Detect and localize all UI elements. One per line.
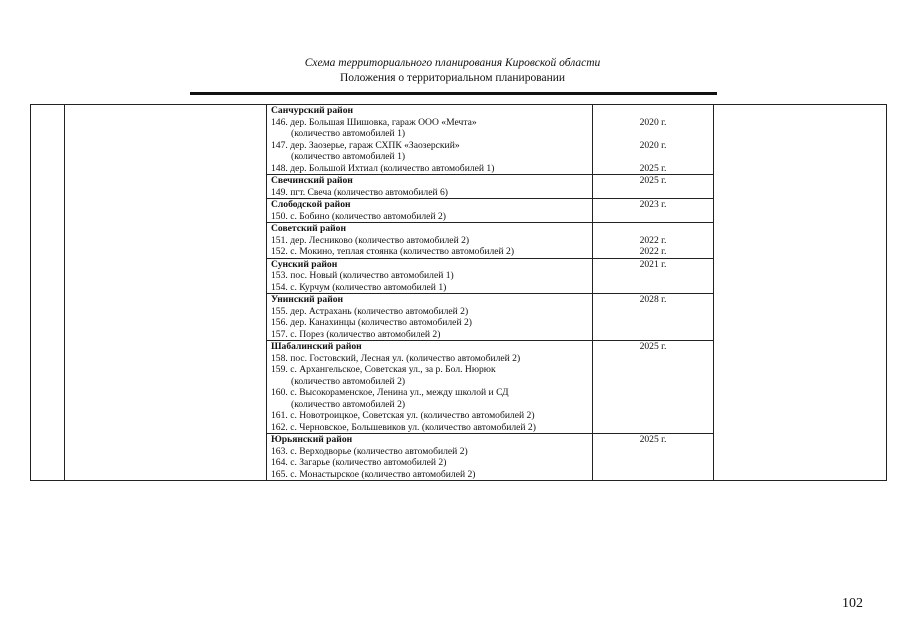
district-name: Шабалинский район — [271, 341, 362, 352]
year-cell — [593, 294, 714, 341]
header-rule — [190, 92, 717, 95]
year-value: 2023 г. — [639, 199, 667, 210]
year-value: 2025 г. — [639, 162, 667, 174]
list-item-continuation: (количество автомобилей 1) — [291, 128, 406, 139]
list-item-continuation: (количество автомобилей 1) — [291, 151, 406, 162]
list-item-continuation: (количество автомобилей 2) — [291, 398, 406, 410]
list-item: 155. дер. Астрахань (количество автомобилей 2) — [271, 305, 469, 317]
page-number: 102 — [842, 596, 863, 611]
year-cell — [593, 434, 714, 481]
district-cell — [267, 105, 593, 175]
list-item: 148. дер. Большой Ихтиал (количество автомобилей 1) — [271, 162, 495, 174]
year-value: 2022 г. — [639, 234, 667, 246]
list-item: 152. с. Мокино, теплая стоянка (количество автомобилей 2) — [271, 246, 515, 257]
district-cell — [267, 341, 593, 434]
year-value: 2020 г. — [639, 116, 667, 128]
year-value: 2025 г. — [639, 341, 667, 352]
list-item: 163. с. Верходворье (количество автомобилей 2) — [271, 445, 468, 457]
year-value: 2028 г. — [639, 294, 667, 305]
year-cell — [593, 175, 714, 199]
list-item: 164. с. Загарье (количество автомобилей 2) — [271, 457, 447, 468]
list-item: 162. с. Черновское, Большевиков ул. (количество автомобилей 2) — [271, 421, 536, 433]
year-cell — [593, 105, 714, 175]
year-value: 2022 г. — [639, 246, 667, 257]
district-name: Сунский район — [271, 258, 338, 270]
year-cell — [593, 199, 714, 223]
planning-table — [30, 104, 887, 481]
list-item: 154. с. Курчум (количество автомобилей 1) — [271, 281, 447, 293]
list-item: 161. с. Новотроицкое, Советская ул. (количество автомобилей 2) — [271, 410, 535, 421]
number-column-cell — [31, 105, 65, 481]
list-item: 159. с. Архангельское, Советская ул., за р. Бол. Нюрюк — [271, 364, 496, 375]
district-name: Советский район — [271, 223, 346, 234]
document-title: Схема территориального планирования Кировской области — [304, 57, 601, 69]
year-value: 2021 г. — [639, 258, 667, 270]
year-cell — [593, 258, 714, 294]
district-name: Юрьянский район — [271, 434, 353, 445]
year-cell — [593, 223, 714, 259]
district-name: Санчурский район — [271, 105, 354, 116]
year-cell — [593, 341, 714, 434]
list-item: 153. пос. Новый (количество автомобилей 1) — [271, 270, 454, 281]
district-cell — [267, 199, 593, 223]
table-row — [31, 105, 887, 175]
document-subtitle: Положения о территориальном планировании — [339, 72, 566, 84]
list-item: 149. пгт. Свеча (количество автомобилей 6) — [271, 186, 448, 198]
district-cell — [267, 434, 593, 481]
list-item: 165. с. Монастырское (количество автомобилей 2) — [271, 468, 476, 480]
list-item: 160. с. Высокораменское, Ленина ул., между школой и СД — [271, 387, 509, 398]
district-name: Слободской район — [271, 199, 351, 210]
note-column-cell — [714, 105, 887, 481]
year-value: 2020 г. — [639, 139, 667, 151]
list-item: 156. дер. Канахинцы (количество автомобилей 2) — [271, 317, 472, 328]
list-item: 157. с. Порез (количество автомобилей 2) — [271, 328, 441, 340]
district-name: Унинский район — [271, 294, 344, 305]
list-item: 158. пос. Гостовский, Лесная ул. (количество автомобилей 2) — [271, 352, 521, 364]
list-item: 146. дер. Большая Шишовка, гараж ООО «Мечта» — [271, 116, 477, 128]
district-cell — [267, 294, 593, 341]
object-column-cell — [65, 105, 267, 481]
list-item-continuation: (количество автомобилей 2) — [291, 375, 406, 387]
page-header — [0, 56, 905, 86]
district-cell — [267, 223, 593, 259]
year-value: 2025 г. — [639, 434, 667, 445]
list-item: 147. дер. Заозерье, гараж СХПК «Заозерский» — [271, 139, 460, 151]
district-cell — [267, 258, 593, 294]
list-item: 150. с. Бобино (количество автомобилей 2) — [271, 210, 446, 222]
district-cell — [267, 175, 593, 199]
list-item: 151. дер. Лесниково (количество автомобилей 2) — [271, 234, 470, 246]
year-value: 2025 г. — [639, 175, 667, 186]
district-name: Свечинский район — [271, 175, 353, 186]
